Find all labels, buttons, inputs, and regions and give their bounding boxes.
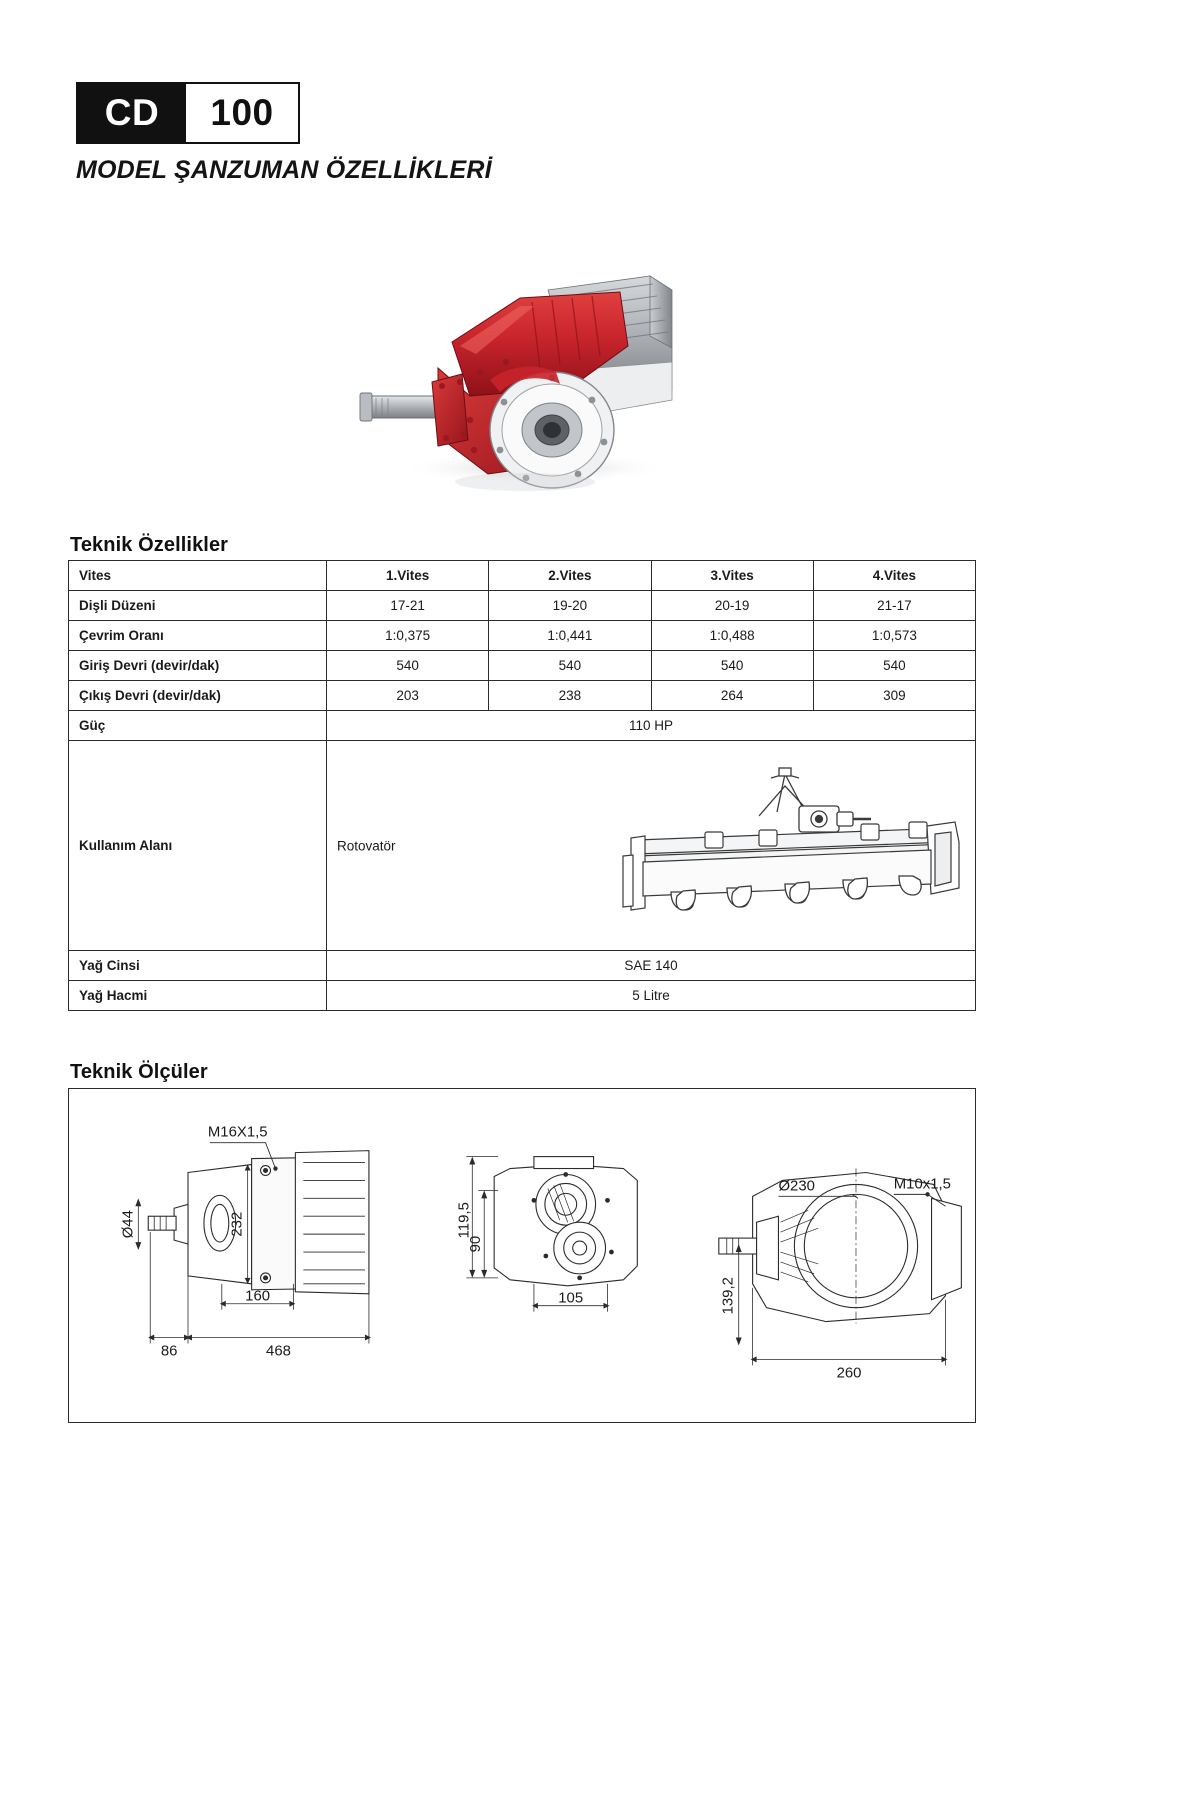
dim-label-height-90: 90 [468, 1235, 485, 1253]
row-label-giris-devri: Giriş Devri (devir/dak) [69, 651, 327, 681]
column-header-1: 1.Vites [327, 561, 489, 591]
column-header-2: 2.Vites [489, 561, 651, 591]
table-row-giris-devri [69, 651, 976, 681]
rotovator-illustration [609, 756, 969, 936]
kullanim-alani-cell [327, 741, 976, 951]
row-label-cikis-devri: Çıkış Devri (devir/dak) [69, 681, 327, 711]
dim-label-length-468: 468 [266, 1343, 291, 1360]
giris-devri-2: 540 [489, 651, 651, 681]
table-row-guc [69, 711, 976, 741]
dimensions-panel [68, 1088, 976, 1423]
product-photo [320, 250, 740, 500]
model-logo [76, 82, 300, 144]
header [76, 82, 492, 185]
spec-table-wrapper [68, 560, 976, 1011]
dim-label-height-139-2: 139,2 [720, 1277, 737, 1315]
row-label-yag-hacmi: Yağ Hacmi [69, 981, 327, 1011]
disli-duzeni-1: 17-21 [327, 591, 489, 621]
table-row-vites [69, 561, 976, 591]
kullanim-alani-value: Rotovatör [337, 838, 396, 853]
cikis-devri-3: 264 [651, 681, 813, 711]
dim-label-m10: M10x1,5 [893, 1176, 951, 1193]
dim-label-height-119-5: 119,5 [456, 1202, 473, 1239]
logo-prefix: CD [78, 84, 186, 142]
dim-label-shaft-dia: Ø44 [120, 1210, 137, 1239]
dim-label-height-232: 232 [229, 1211, 246, 1237]
cevrim-orani-2: 1:0,441 [489, 621, 651, 651]
disli-duzeni-2: 19-20 [489, 591, 651, 621]
row-label-cevrim-orani: Çevrim Oranı [69, 621, 327, 651]
dim-label-m16: M16X1,5 [207, 1124, 268, 1141]
guc-value: 110 HP [327, 711, 976, 741]
giris-devri-3: 540 [651, 651, 813, 681]
row-label-yag-cinsi: Yağ Cinsi [69, 951, 327, 981]
yag-cinsi-value: SAE 140 [327, 951, 976, 981]
table-row-disli-duzeni [69, 591, 976, 621]
giris-devri-1: 540 [327, 651, 489, 681]
column-header-3: 3.Vites [651, 561, 813, 591]
table-row-cevrim-orani [69, 621, 976, 651]
giris-devri-4: 540 [813, 651, 975, 681]
drawing-left-view [135, 1143, 371, 1344]
yag-hacmi-value: 5 Litre [327, 981, 976, 1011]
dimensions-section-title: Teknik Ölçüler [70, 1061, 208, 1083]
page-subtitle: MODEL ŞANZUMAN ÖZELLİKLERİ [76, 156, 492, 184]
row-label-disli-duzeni: Dişli Düzeni [69, 591, 327, 621]
cikis-devri-2: 238 [489, 681, 651, 711]
spec-table [68, 560, 976, 1011]
cikis-devri-1: 203 [327, 681, 489, 711]
dim-label-width-105: 105 [558, 1290, 584, 1307]
cevrim-orani-3: 1:0,488 [651, 621, 813, 651]
cikis-devri-4: 309 [813, 681, 975, 711]
drawing-right-view [719, 1169, 962, 1366]
cevrim-orani-1: 1:0,375 [327, 621, 489, 651]
specs-section-title: Teknik Özellikler [70, 534, 229, 556]
dim-label-width-160: 160 [245, 1288, 271, 1305]
row-label-guc: Güç [69, 711, 327, 741]
row-label-vites: Vites [69, 561, 327, 591]
logo-number: 100 [186, 84, 298, 142]
cevrim-orani-4: 1:0,573 [813, 621, 975, 651]
dim-label-width-260: 260 [836, 1365, 862, 1382]
row-label-kullanim-alani: Kullanım Alanı [69, 741, 327, 951]
drawing-middle-view [466, 1157, 637, 1312]
table-row-kullanim-alani [69, 741, 976, 951]
table-row-yag-cinsi [69, 951, 976, 981]
dim-label-bore-dia: Ø230 [778, 1178, 815, 1195]
disli-duzeni-4: 21-17 [813, 591, 975, 621]
dim-label-offset-86: 86 [160, 1343, 178, 1360]
table-row-yag-hacmi [69, 981, 976, 1011]
disli-duzeni-3: 20-19 [651, 591, 813, 621]
gearbox-illustration [320, 250, 740, 500]
column-header-4: 4.Vites [813, 561, 975, 591]
dimension-drawings [69, 1089, 975, 1422]
table-row-cikis-devri [69, 681, 976, 711]
